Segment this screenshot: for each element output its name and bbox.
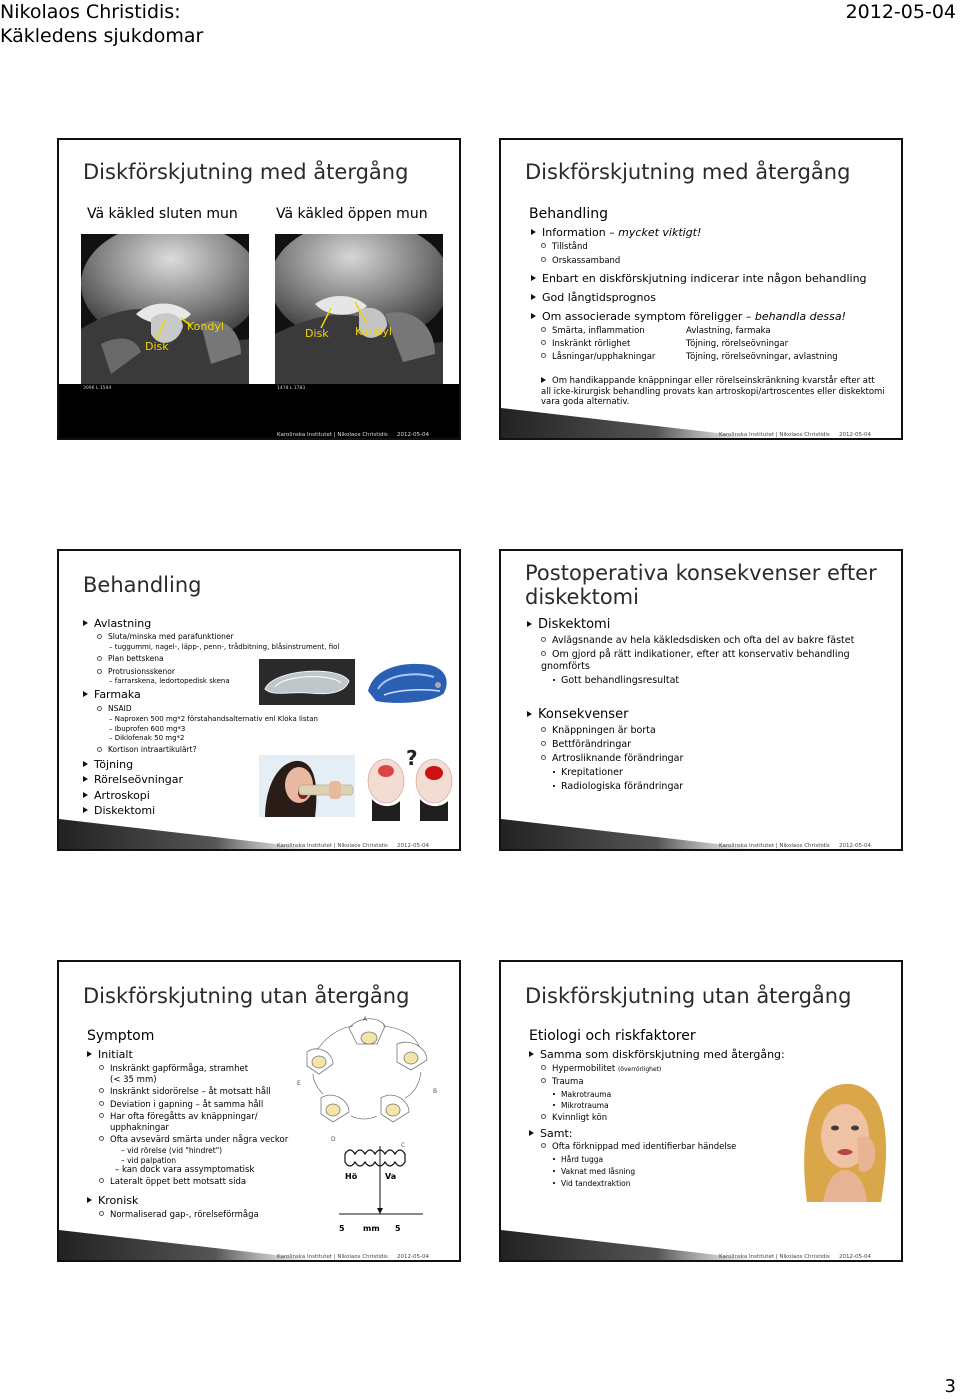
- sub-sub-item: – vid rörelse (vid "hindret"): [121, 1146, 223, 1155]
- sub-bullet: Avlägsnande av hela käkledsdisken och ofta del av bakre fästet: [541, 635, 854, 646]
- diagram-scale-left: 5: [339, 1224, 345, 1233]
- bullet: Diskektomi: [83, 804, 155, 817]
- slide-subtitle: Symptom: [87, 1028, 155, 1044]
- footer-org: Karolinska Institutet | Nikolaos Christidis: [719, 432, 830, 438]
- sub-bullet: Har ofta föregåtts av knäppningar/: [99, 1112, 258, 1122]
- footer-date: 2012-05-04: [839, 432, 871, 438]
- sub-bullet: Normaliserad gap-, rörelseförmåga: [99, 1210, 259, 1220]
- kondyl-pointer: [355, 302, 367, 324]
- sub-sub-bullet: Hård tugga: [553, 1155, 603, 1164]
- kondyl-label: Kondyl: [355, 325, 392, 338]
- diagram-label-c: C: [401, 1142, 406, 1149]
- diagram-label-va: Va: [385, 1172, 397, 1181]
- sub-bullet: Artrosliknande förändringar: [541, 753, 683, 764]
- slide-5: [57, 960, 461, 1262]
- treatment-cell: Töjning, rörelseövningar, avlastning: [686, 352, 838, 362]
- slide-2: [499, 138, 903, 440]
- diagram-label-e: E: [297, 1080, 301, 1087]
- bullet: Initialt: [87, 1048, 133, 1061]
- footer-org: Karolinska Institutet | Nikolaos Christidis: [277, 843, 388, 849]
- sub-bullet: Om gjord på rätt indikationer, efter att konservativ behandling gnomförts: [541, 649, 850, 672]
- arrow-bullet-icon: [83, 620, 88, 626]
- bullet: Avlastning: [83, 617, 151, 630]
- arrow-bullet-icon: [531, 313, 536, 319]
- diagram-label-a: A: [363, 1016, 368, 1023]
- slide-title: Diskförskjutning utan återgång: [525, 984, 852, 1008]
- ring-bullet-icon: [99, 1113, 104, 1118]
- sub-sub-item: – Diklofenak 50 mg*2: [109, 734, 185, 742]
- bite-splint-image: [259, 659, 355, 705]
- ring-bullet-icon: [541, 327, 546, 332]
- woman-jaw-pain-image: [793, 1078, 893, 1202]
- diagram-scale-unit: mm: [363, 1224, 380, 1233]
- bullet: God långtidsprognos: [531, 291, 656, 304]
- dot-bullet-icon: [553, 1170, 555, 1172]
- page-number: 3: [944, 1376, 956, 1397]
- mri-closed-image: [81, 234, 249, 384]
- bullet-note: Om handikappande knäppningar eller rörelseinskränkning kvarstår efter att all icke-kirurgisk behandling provats kan artroskopi/artroscentes eller diskektomi vara goda alternativ.: [541, 376, 885, 407]
- arrow-bullet-icon: [87, 1197, 92, 1203]
- ring-bullet-icon: [541, 651, 546, 656]
- sub-bullet: Plan bettskena: [97, 654, 164, 663]
- bullet: Artroskopi: [83, 789, 150, 802]
- sub-sub-bullet: Mikrotrauma: [553, 1101, 609, 1110]
- arrow-bullet-icon: [83, 776, 88, 782]
- ring-bullet-icon: [97, 634, 102, 639]
- ring-bullet-icon: [541, 340, 546, 345]
- ring-bullet-icon: [99, 1178, 104, 1183]
- sub-bullet: Knäppningen är borta: [541, 725, 656, 736]
- ring-bullet-icon: [541, 257, 546, 262]
- slide-3: [57, 549, 461, 851]
- corner-wedge-decoration: [59, 799, 319, 849]
- corner-wedge-decoration: [59, 1210, 319, 1260]
- slide-title: Diskförskjutning med återgång: [83, 160, 409, 184]
- sub-sub-item: – kan dock vara assymptomatisk: [115, 1165, 255, 1175]
- sub-bullet: Sluta/minska med parafunktioner: [97, 632, 234, 641]
- arrow-bullet-icon: [529, 1051, 534, 1057]
- ring-bullet-icon: [541, 727, 546, 732]
- bullet-info: Information – mycket viktigt!: [531, 226, 701, 239]
- symptom-row: Inskränkt rörlighet: [541, 339, 630, 349]
- slide-6: [499, 960, 903, 1262]
- slide-subtitle: Behandling: [529, 206, 608, 222]
- footer-date: 2012-05-04: [397, 432, 429, 438]
- slide-subtitle: Etiologi och riskfaktorer: [529, 1028, 696, 1044]
- symptom-row: Smärta, inflammation: [541, 326, 645, 336]
- sub-sub-bullet: Makrotrauma: [553, 1090, 611, 1099]
- corner-wedge-decoration: [501, 1210, 761, 1260]
- arrow-bullet-icon: [87, 1051, 92, 1057]
- document-title: [0, 0, 203, 48]
- sub-bullet: Protrusionsskenor: [97, 667, 175, 676]
- scan-info-right: 1478 L 1783: [277, 386, 306, 391]
- kondyl-label: Kondyl: [187, 320, 224, 333]
- sub-bullet: Inskränkt gapförmåga, stramhet: [99, 1064, 248, 1074]
- ring-bullet-icon: [97, 747, 102, 752]
- bullet: Kronisk: [87, 1194, 138, 1207]
- arrow-bullet-icon: [83, 691, 88, 697]
- diagram-label-ho: Hö: [345, 1172, 358, 1181]
- sub-bullet: Bettförändringar: [541, 739, 631, 750]
- dot-bullet-icon: [553, 679, 555, 681]
- footer-date: 2012-05-04: [839, 1254, 871, 1260]
- slide-title: Diskförskjutning utan återgång: [83, 984, 410, 1008]
- symptom-row: Låsningar/upphakningar: [541, 352, 655, 362]
- footer-org: Karolinska Institutet | Nikolaos Christidis: [719, 843, 830, 849]
- diagram-scale-right: 5: [395, 1224, 401, 1233]
- sub-sub-bullet: Radiologiska förändringar: [553, 781, 683, 792]
- sub-bullet: Kvinnligt kön: [541, 1113, 607, 1123]
- ring-bullet-icon: [99, 1065, 104, 1070]
- document-title-line2: Käkledens sjukdomar: [0, 25, 204, 47]
- disk-label: Disk: [305, 327, 329, 340]
- sub-bullet-cont: upphakningar: [110, 1123, 169, 1133]
- sub-bullet-cont: (< 35 mm): [110, 1075, 157, 1085]
- bullet: Samma som diskförskjutning med återgång:: [529, 1048, 785, 1061]
- bullet: Om associerade symptom föreligger – behandla dessa!: [531, 310, 846, 323]
- protrusion-splint-image: [364, 651, 452, 713]
- disk-pointer: [157, 320, 165, 339]
- arrow-bullet-icon: [531, 294, 536, 300]
- sub-sub-bullet: Vaknat med låsning: [553, 1167, 635, 1176]
- ring-bullet-icon: [97, 669, 102, 674]
- document-title-line1: Nikolaos Christidis:: [0, 1, 181, 23]
- svg-text:?: ?: [406, 746, 418, 770]
- arrow-bullet-icon: [529, 1130, 534, 1136]
- ring-bullet-icon: [541, 1078, 546, 1083]
- sub-bullet: Orskassamband: [541, 256, 620, 266]
- sub-sub-bullet: Vid tandextraktion: [553, 1179, 631, 1188]
- scan-info-left: 3096 L 1594: [83, 386, 112, 391]
- footer-org: Karolinska Institutet | Nikolaos Christidis: [277, 1254, 388, 1260]
- ring-bullet-icon: [97, 656, 102, 661]
- caption-closed-mouth: Vä käkled sluten mun: [87, 206, 238, 222]
- bullet: Konsekvenser: [527, 707, 628, 722]
- arrow-bullet-icon: [541, 377, 546, 383]
- sub-bullet: NSAID: [97, 704, 132, 713]
- ring-bullet-icon: [99, 1101, 104, 1106]
- treatment-cell: Avlastning, farmaka: [686, 326, 771, 336]
- bullet: Töjning: [83, 758, 133, 771]
- footer-org: Karolinska Institutet | Nikolaos Christidis: [719, 1254, 830, 1260]
- disk-pointer: [321, 308, 331, 328]
- arthroscopy-diagram: [362, 741, 458, 821]
- sub-sub-item: – farrarskena, ledortopedisk skena: [109, 677, 230, 685]
- footer-org: Karolinska Institutet | Nikolaos Christidis: [277, 432, 388, 438]
- dot-bullet-icon: [553, 785, 555, 787]
- diagram-label-d: D: [331, 1136, 336, 1143]
- dot-bullet-icon: [553, 1093, 555, 1095]
- slide-title: Diskförskjutning med återgång: [525, 160, 851, 184]
- footer-date: 2012-05-04: [397, 843, 429, 849]
- sub-bullet: Ofta avsevärd smärta under några veckor: [99, 1135, 288, 1145]
- document-date: 2012-05-04: [845, 1, 956, 23]
- slide-1: [57, 138, 461, 440]
- arrow-bullet-icon: [527, 621, 532, 627]
- sub-bullet: Trauma: [541, 1077, 584, 1087]
- corner-wedge-decoration: [501, 799, 761, 849]
- footer-date: 2012-05-04: [839, 843, 871, 849]
- ring-bullet-icon: [99, 1088, 104, 1093]
- dot-bullet-icon: [553, 1104, 555, 1106]
- sub-bullet: Lateralt öppet bett motsatt sida: [99, 1177, 246, 1187]
- bullet: Rörelseövningar: [83, 773, 183, 786]
- sub-sub-item: – vid palpation: [121, 1156, 176, 1165]
- slide-4: [499, 549, 903, 851]
- ring-bullet-icon: [541, 1114, 546, 1119]
- jaw-movement-diagram: [293, 1014, 453, 1236]
- slide-title: Behandling: [83, 573, 202, 597]
- dot-bullet-icon: [553, 1158, 555, 1160]
- arrow-bullet-icon: [83, 792, 88, 798]
- ring-bullet-icon: [99, 1136, 104, 1141]
- sub-sub-item: – Naproxen 500 mg*2 förstahandsalternativ enl Kloka listan: [109, 715, 318, 723]
- mri-open-image: [275, 234, 443, 384]
- sub-bullet: Ofta förknippad med identifierbar händelse: [541, 1142, 736, 1152]
- footer-date: 2012-05-04: [397, 1254, 429, 1260]
- dot-bullet-icon: [553, 771, 555, 773]
- ring-bullet-icon: [97, 706, 102, 711]
- sub-bullet: Hypermobilitet (överrörlighet): [541, 1064, 661, 1074]
- slide-title: Postoperativa konsekvenser efter diskektomi: [525, 561, 877, 609]
- bullet: Diskektomi: [527, 617, 610, 632]
- ring-bullet-icon: [541, 637, 546, 642]
- dot-bullet-icon: [553, 1182, 555, 1184]
- ring-bullet-icon: [541, 755, 546, 760]
- caption-open-mouth: Vä käkled öppen mun: [276, 206, 428, 222]
- bullet: Farmaka: [83, 688, 141, 701]
- diagram-label-b: B: [433, 1088, 438, 1095]
- sub-bullet: Deviation i gapning – åt samma håll: [99, 1100, 263, 1110]
- ring-bullet-icon: [541, 1065, 546, 1070]
- mri-strip: [59, 384, 459, 438]
- sub-bullet: Inskränkt sidorörelse – åt motsatt håll: [99, 1087, 271, 1097]
- sub-bullet: Tillstånd: [541, 242, 588, 252]
- ring-bullet-icon: [541, 1143, 546, 1148]
- ring-bullet-icon: [541, 741, 546, 746]
- treatment-cell: Töjning, rörelseövningar: [686, 339, 789, 349]
- ring-bullet-icon: [541, 353, 546, 358]
- sub-sub-bullet: Krepitationer: [553, 767, 623, 778]
- bullet: Samt:: [529, 1127, 572, 1140]
- disk-label: Disk: [145, 340, 169, 353]
- arrow-bullet-icon: [531, 275, 536, 281]
- bullet: Enbart en diskförskjutning indicerar inte någon behandling: [531, 272, 867, 285]
- arrow-bullet-icon: [83, 761, 88, 767]
- sub-sub-bullet: Gott behandlingsresultat: [553, 675, 679, 686]
- ring-bullet-icon: [541, 243, 546, 248]
- corner-wedge-decoration: [501, 388, 761, 438]
- sub-sub-item: – tuggummi, nagel-, läpp-, penn-, trådbitning, blåsinstrument, fiol: [109, 643, 340, 651]
- arrow-bullet-icon: [527, 711, 532, 717]
- arrow-bullet-icon: [531, 229, 536, 235]
- sub-sub-item: – Ibuprofen 600 mg*3: [109, 725, 186, 733]
- sub-bullet: Kortison intraartikulärt?: [97, 745, 197, 754]
